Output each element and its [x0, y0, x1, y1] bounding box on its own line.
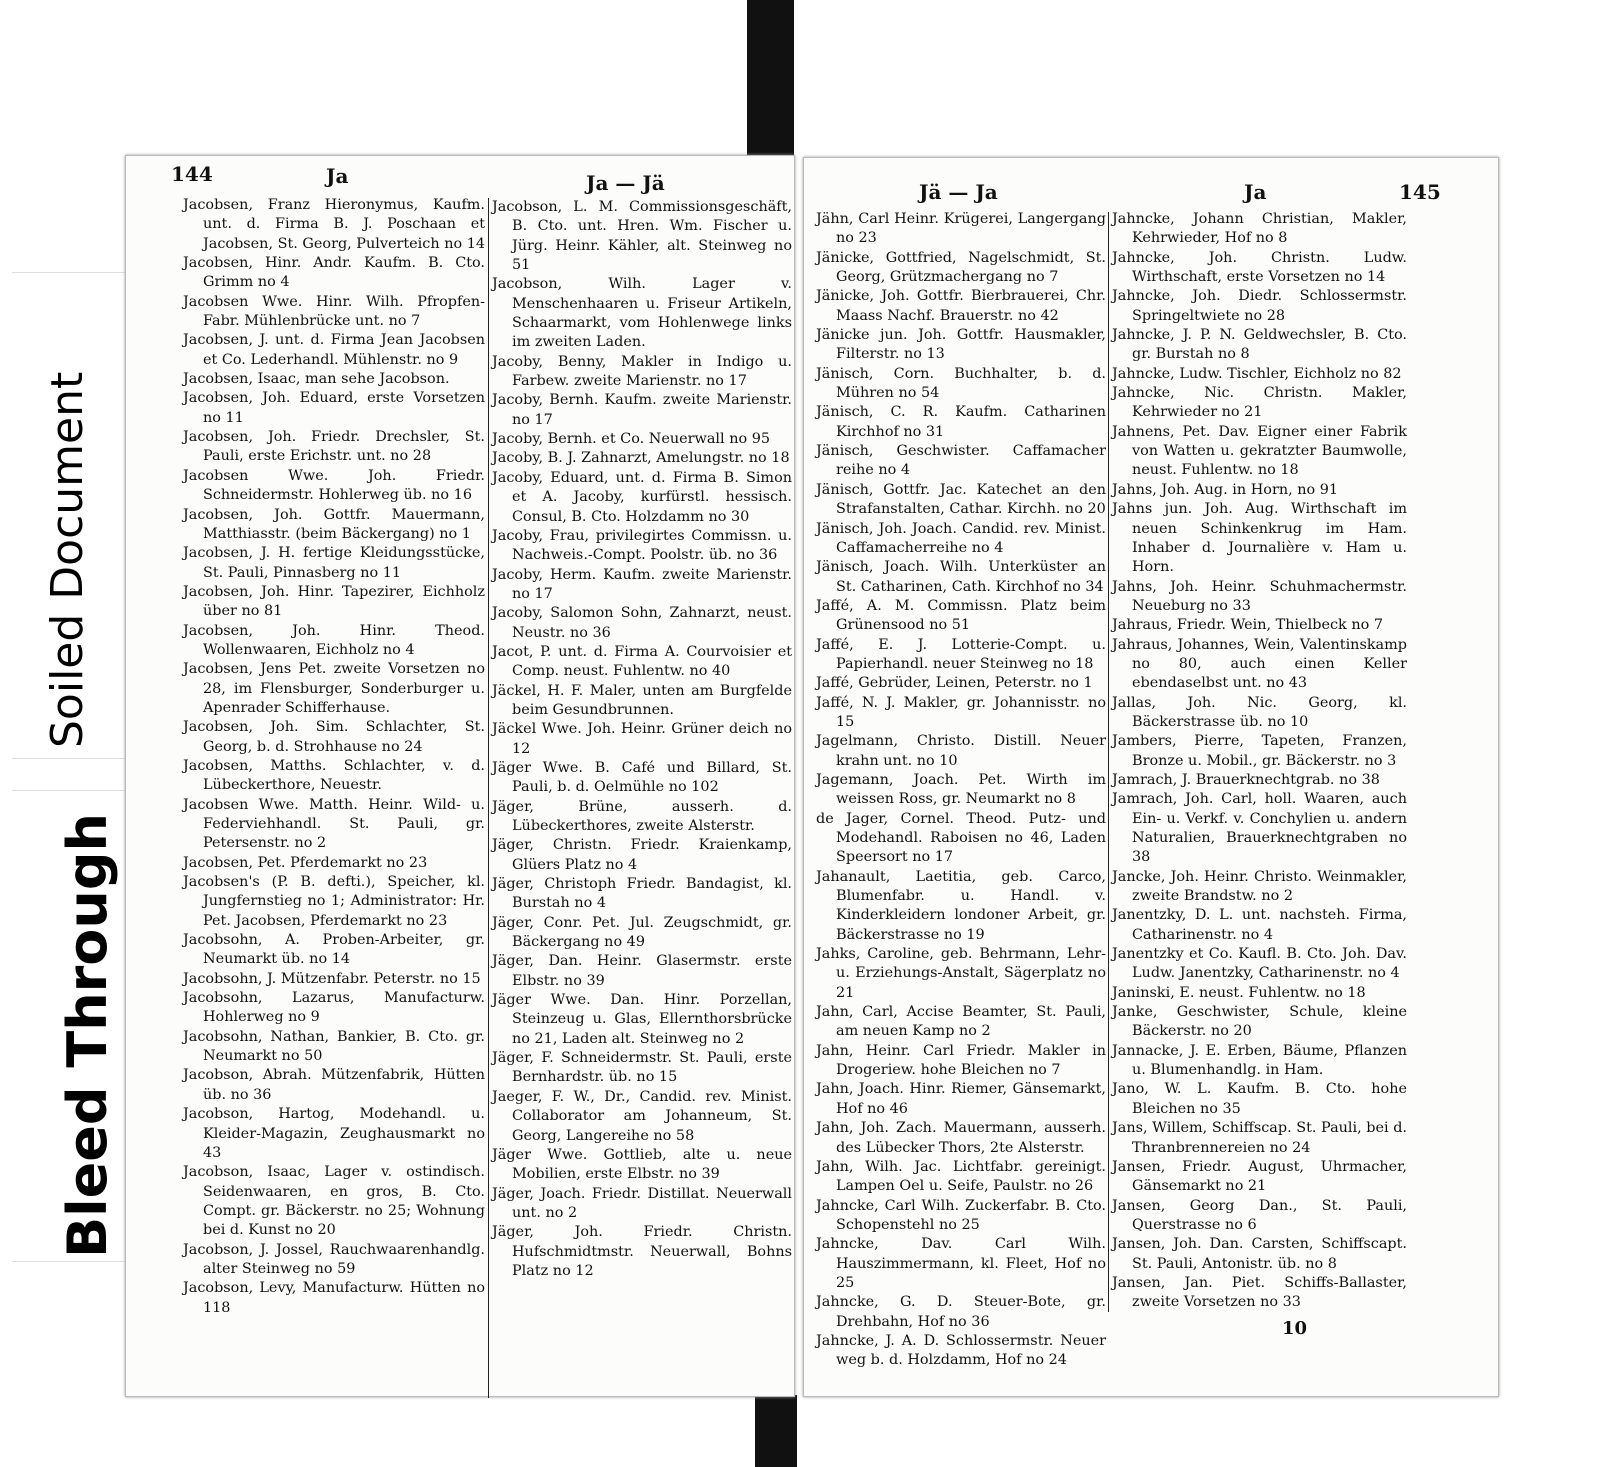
directory-entry: Jacobsen, Joh. Gottfr. Mauermann, Matthiasstr. (beim Bäckergang) no 1 [183, 506, 485, 542]
column-divider [488, 198, 489, 1398]
directory-entry: Jänisch, C. R. Kaufm. Catharinen Kirchhof no 31 [816, 404, 1106, 440]
directory-entry: Jäger Wwe. Gottlieb, alte u. neue Mobilien, erste Elbstr. no 39 [492, 1146, 792, 1183]
directory-entry: Jacobsen, Joh. Sim. Schlachter, St. Georg, b. d. Strohhause no 24 [183, 719, 485, 755]
directory-entry: Jäger, Christoph Friedr. Bandagist, kl. Burstah no 4 [492, 876, 792, 912]
directory-entry: Jänisch, Gottfr. Jac. Katechet an den Strafanstalten, Cathar. Kirchh. no 20 [816, 481, 1106, 518]
directory-entry: Jacobsen, Pet. Pferdemarkt no 23 [183, 854, 428, 871]
directory-entry: Jahns jun. Joh. Aug. Wirthschaft im neuen Schinkenkrug im Ham. Inhaber d. Journalière v. Ham u. Horn. [1112, 501, 1407, 576]
directory-entry: Jaffé, A. M. Commissn. Platz beim Grünensood no 51 [816, 597, 1106, 634]
directory-entry: Jäger Wwe. B. Café und Billard, St. Pauli, b. d. Oelmühle no 102 [492, 759, 792, 796]
directory-entry: Jäckel, H. F. Maler, unten am Burgfelde beim Gesundbrunnen. [492, 682, 792, 718]
left-header-left: Ja [326, 164, 349, 188]
scan-spine-top [747, 0, 794, 158]
directory-entry: Jänicke, Joh. Gottfr. Bierbrauerei, Chr. Maass Nachf. Brauerstr. no 42 [816, 288, 1106, 324]
directory-entry: Jahks, Caroline, geb. Behrmann, Lehr- u. Erziehungs-Anstalt, Sägerplatz no 21 [816, 946, 1106, 1001]
directory-entry: Jansen, Joh. Dan. Carsten, Schiffscapt. St. Pauli, Antonistr. üb. no 8 [1112, 1236, 1407, 1272]
soiled-document-label: Soiled Document [42, 371, 93, 748]
directory-entry: Jahns, Joh. Heinr. Schuhmachermstr. Neueburg no 33 [1112, 578, 1407, 614]
directory-entry: Jahn, Heinr. Carl Friedr. Makler in Drogeriew. hohe Bleichen no 7 [816, 1042, 1106, 1079]
directory-entry: Jacobson, Isaac, Lager v. ostindisch. Seidenwaaren, en gros, B. Cto. Compt. gr. Bäckerstr. no 25; Wohnung bei d. Kunst no 20 [183, 1164, 485, 1239]
directory-entry: Jänisch, Geschwister. Caffamacher reihe no 4 [816, 443, 1106, 479]
directory-entry: Jacobsen, J. unt. d. Firma Jean Jacobsen et Co. Lederhandl. Mühlenstr. no 9 [183, 332, 485, 368]
directory-entry: Jäger, Joh. Friedr. Christn. Hufschmidtmstr. Neuerwall, Bohns Platz no 12 [492, 1224, 792, 1279]
directory-entry: Jacobsen, Isaac, man sehe Jacobson. [183, 371, 450, 388]
right-header-right: Ja [1244, 180, 1267, 204]
directory-entry: Jacobsen, Matths. Schlachter, v. d. Lübeckerthore, Neuestr. [183, 757, 485, 794]
directory-entry: Jacobsen Wwe. Hinr. Wilh. Pfropfen-Fabr. Mühlenbrücke unt. no 7 [183, 293, 485, 330]
directory-entry: Jäger, Dan. Heinr. Glasermstr. erste Elbstr. no 39 [492, 953, 792, 989]
right-column-2 [1112, 210, 1407, 1313]
directory-entry: Jansen, Jan. Piet. Schiffs-Ballaster, zweite Vorsetzen no 33 [1112, 1274, 1407, 1311]
directory-entry: Jacobsohn, Lazarus, Manufacturw. Hohlerweg no 9 [183, 990, 485, 1026]
directory-entry: Jacobsohn, J. Mützenfabr. Peterstr. no 15 [183, 970, 481, 987]
directory-entry: Jacobsen, Franz Hieronymus, Kaufm. unt. d. Firma B. J. Poschaan et Jacobsen, St. Georg, Pulverteich no 14 [183, 197, 486, 252]
directory-entry: Jacobson, L. M. Commissionsgeschäft, B. Cto. unt. Hren. Wm. Fischer u. Jürg. Heinr. Kähler, alt. Steinweg no 51 [492, 199, 792, 274]
directory-entry: Jahncke, Ludw. Tischler, Eichholz no 82 [1112, 365, 1402, 382]
directory-entry: Jänicke, Gottfried, Nagelschmidt, St. Georg, Grützmachergang no 7 [816, 249, 1106, 286]
scan-spine-bottom [755, 1395, 797, 1467]
directory-entry: Janinski, E. neust. Fuhlentw. no 18 [1112, 984, 1366, 1001]
directory-entry: Jans, Willem, Schiffscap. St. Pauli, bei d. Thranbrennereien no 24 [1112, 1120, 1407, 1156]
directory-entry: Jahraus, Friedr. Wein, Thielbeck no 7 [1112, 617, 1384, 634]
directory-entry: Jacobson, Wilh. Lager v. Menschenhaaren u. Friseur Artikeln, Schaarmarkt, vom Hohlenwege links im zweiten Laden. [492, 276, 792, 351]
directory-entry: Jacoby, Herm. Kaufm. zweite Marienstr. no 17 [492, 566, 792, 602]
directory-entry: Jaffé, Gebrüder, Leinen, Peterstr. no 1 [816, 675, 1093, 692]
directory-entry: Jänisch, Corn. Buchhalter, b. d. Mühren no 54 [816, 365, 1106, 402]
directory-entry: Jaffé, N. J. Makler, gr. Johannisstr. no 15 [816, 694, 1106, 730]
right-page-number: 145 [1399, 180, 1441, 204]
directory-entry: Janke, Geschwister, Schule, kleine Bäckerstr. no 20 [1112, 1004, 1407, 1040]
directory-entry: Jacobsen Wwe. Matth. Heinr. Wild- u. Federviehhandl. St. Pauli, gr. Petersenstr. no 2 [183, 796, 485, 852]
directory-entry: Jahncke, J. A. D. Schlossermstr. Neuer weg b. d. Holzdamm, Hof no 24 [816, 1332, 1106, 1369]
directory-entry: Jacoby, Bernh. et Co. Neuerwall no 95 [492, 431, 771, 448]
directory-entry: Jacobsen, Joh. Hinr. Tapezirer, Eichholz über no 81 [183, 583, 485, 620]
directory-entry: Jacobsen, Jens Pet. zweite Vorsetzen no 28, im Flensburger, Sonderburger u. Apenrader Schifferhause. [183, 661, 485, 716]
directory-entry: Jahncke, Dav. Carl Wilh. Hauszimmermann, kl. Fleet, Hof no 25 [816, 1236, 1106, 1291]
directory-entry: Jallas, Joh. Nic. Georg, kl. Bäckerstrasse üb. no 10 [1112, 694, 1407, 730]
directory-entry: Jahn, Wilh. Jac. Lichtfabr. gereinigt. Lampen Oel u. Seife, Paulstr. no 26 [816, 1158, 1106, 1195]
left-column-2 [492, 198, 792, 1281]
directory-entry: Jacoby, Bernh. Kaufm. zweite Marienstr. no 17 [492, 392, 792, 428]
directory-entry: Jahncke, Carl Wilh. Zuckerfabr. B. Cto. Schopenstehl no 25 [816, 1197, 1106, 1233]
directory-entry: Jahncke, G. D. Steuer-Bote, gr. Drehbahn, Hof no 36 [816, 1294, 1106, 1330]
directory-entry: Jäger, Joach. Friedr. Distillat. Neuerwall unt. no 2 [492, 1185, 792, 1221]
directory-entry: Jacobsen, Hinr. Andr. Kaufm. B. Cto. Grimm no 4 [183, 255, 485, 291]
directory-entry: Jacobson, Abrah. Mützenfabrik, Hütten üb. no 36 [183, 1067, 485, 1103]
directory-entry: Jäger, F. Schneidermstr. St. Pauli, erste Bernhardstr. üb. no 15 [492, 1050, 792, 1086]
directory-entry: Jacoby, Benny, Makler in Indigo u. Farbew. zweite Marienstr. no 17 [492, 353, 792, 390]
left-page-number: 144 [171, 162, 213, 186]
directory-entry: Jacoby, Eduard, unt. d. Firma B. Simon et A. Jacoby, kurfürstl. hessisch. Consul, B. Cto. Holzdamm no 30 [492, 469, 792, 525]
directory-entry: Jacobson, Levy, Manufacturw. Hütten no 118 [183, 1280, 485, 1316]
right-page [803, 157, 1499, 1397]
directory-entry: Jannacke, J. E. Erben, Bäume, Pflanzen u. Blumenhandlg. in Ham. [1112, 1042, 1407, 1079]
directory-entry: Jacoby, Salomon Sohn, Zahnarzt, neust. Neustr. no 36 [492, 605, 792, 641]
directory-entry: Jahraus, Johannes, Wein, Valentinskamp no 80, auch einen Keller ebendaselbst unt. no 43 [1112, 636, 1407, 692]
directory-entry: Jähn, Carl Heinr. Krügerei, Langergang no 23 [816, 211, 1106, 247]
directory-entry: Jamrach, J. Brauerknechtgrab. no 38 [1112, 771, 1380, 788]
directory-entry: Jacobsen, Joh. Eduard, erste Vorsetzen no 11 [183, 390, 485, 426]
directory-entry: Jacoby, Frau, privilegirtes Commissn. u. Nachweis.-Compt. Poolstr. üb. no 36 [492, 527, 792, 564]
directory-entry: Jacobsen Wwe. Joh. Friedr. Schneidermstr. Hohlerweg üb. no 16 [183, 467, 485, 504]
directory-entry: Jahn, Carl, Accise Beamter, St. Pauli, am neuen Kamp no 2 [816, 1004, 1106, 1040]
directory-entry: Jacoby, B. J. Zahnarzt, Amelungstr. no 18 [492, 450, 790, 467]
directory-entry: Jahncke, J. P. N. Geldwechsler, B. Cto. gr. Burstah no 8 [1112, 327, 1407, 363]
left-page [125, 155, 795, 1397]
directory-entry: Jahncke, Joh. Diedr. Schlossermstr. Springeltwiete no 28 [1112, 288, 1407, 324]
directory-entry: Jagemann, Joach. Pet. Wirth im weissen Ross, gr. Neumarkt no 8 [816, 771, 1106, 808]
directory-entry: Jahn, Joach. Hinr. Riemer, Gänsemarkt, Hof no 46 [816, 1081, 1106, 1117]
left-column-1 [183, 196, 485, 1318]
directory-entry: Jansen, Friedr. August, Uhrmacher, Gänsemarkt no 21 [1112, 1158, 1407, 1195]
directory-entry: Jancke, Joh. Heinr. Christo. Weinmakler, zweite Brandstw. no 2 [1112, 868, 1407, 905]
directory-entry: Jahanault, Laetitia, geb. Carco, Blumenfabr. u. Handl. v. Kinderkleidern londoner Arbeit, gr. Bäckerstrasse no 19 [816, 868, 1106, 943]
directory-entry: Jacobson, Hartog, Modehandl. u. Kleider-Magazin, Zeughausmarkt no 43 [183, 1106, 485, 1161]
directory-entry: Jäckel Wwe. Joh. Heinr. Grüner deich no 12 [492, 721, 792, 757]
directory-entry: Jacobsohn, A. Proben-Arbeiter, gr. Neumarkt üb. no 14 [183, 932, 485, 968]
directory-entry: Jäger Wwe. Dan. Hinr. Porzellan, Steinzeug u. Glas, Ellernthorsbrücke no 21, Laden alt. Steinweg no 2 [492, 992, 792, 1047]
directory-entry: de Jager, Cornel. Theod. Putz- und Modehandl. Raboisen no 46, Laden Speersort no 17 [816, 810, 1106, 866]
directory-entry: Jäger, Brüne, ausserh. d. Lübeckerthores, zweite Alsterstr. [492, 798, 792, 834]
directory-entry: Jacot, P. unt. d. Firma A. Courvoisier et Comp. neust. Fuhlentw. no 40 [492, 643, 792, 680]
directory-entry: Jacobsen, Joh. Hinr. Theod. Wollenwaaren, Eichholz no 4 [183, 622, 485, 658]
directory-entry: Jacobsen, Joh. Friedr. Drechsler, St. Pauli, erste Erichstr. unt. no 28 [183, 429, 485, 465]
directory-entry: Jäger, Christn. Friedr. Kraienkamp, Glüers Platz no 4 [492, 837, 792, 873]
directory-entry: Jänicke jun. Joh. Gottfr. Hausmakler, Filterstr. no 13 [816, 327, 1106, 363]
directory-entry: Jacobsen, J. H. fertige Kleidungsstücke, St. Pauli, Pinnasberg no 11 [183, 545, 485, 581]
directory-entry: Jambers, Pierre, Tapeten, Franzen, Bronze u. Mobil., gr. Bäckerstr. no 3 [1112, 733, 1407, 769]
directory-entry: Jahn, Joh. Zach. Mauermann, ausserh. des Lübecker Thors, 2te Alsterstr. [816, 1120, 1106, 1156]
directory-entry: Jänisch, Joach. Wilh. Unterküster an St. Catharinen, Cath. Kirchhof no 34 [816, 559, 1106, 595]
right-column-1 [816, 210, 1106, 1371]
directory-entry: Jansen, Georg Dan., St. Pauli, Querstrasse no 6 [1112, 1197, 1407, 1233]
directory-entry: Jänisch, Joh. Joach. Candid. rev. Minist. Caffamacherreihe no 4 [816, 520, 1106, 556]
directory-entry: Jacobsohn, Nathan, Bankier, B. Cto. gr. Neumarkt no 50 [183, 1028, 485, 1065]
footer-signature: 10 [1282, 1318, 1308, 1339]
directory-entry: Jäger, Conr. Pet. Jul. Zeugschmidt, gr. Bäckergang no 49 [492, 914, 792, 951]
directory-entry: Janentzky et Co. Kaufl. B. Cto. Joh. Dav. Ludw. Janentzky, Catharinenstr. no 4 [1112, 946, 1407, 982]
directory-entry: Jahns, Joh. Aug. in Horn, no 91 [1112, 481, 1339, 498]
right-header-left: Jä — Ja [919, 180, 998, 204]
directory-entry: Jacobson, J. Jossel, Rauchwaarenhandlg. alter Steinweg no 59 [183, 1241, 485, 1277]
directory-entry: Janentzky, D. L. unt. nachsteh. Firma, Catharinenstr. no 4 [1112, 907, 1407, 943]
directory-entry: Jahncke, Johann Christian, Makler, Kehrwieder, Hof no 8 [1112, 211, 1407, 247]
directory-entry: Jamrach, Joh. Carl, holl. Waaren, auch Ein- u. Verkf. v. Conchylien u. andern Naturalien, Brauerknechtgraben no 38 [1112, 791, 1407, 866]
bleed-through-label: Bleed Through [56, 813, 119, 1258]
column-divider [1108, 212, 1109, 1312]
directory-entry: Jahncke, Joh. Christn. Ludw. Wirthschaft, erste Vorsetzen no 14 [1112, 249, 1407, 286]
directory-entry: Jahnens, Pet. Dav. Eigner einer Fabrik von Watten u. gekratzter Baumwolle, neust. Fuhlentw. no 18 [1112, 423, 1407, 479]
directory-entry: Jahncke, Nic. Christn. Makler, Kehrwieder no 21 [1112, 385, 1407, 421]
directory-entry: Jaffé, E. J. Lotterie-Compt. u. Papierhandl. neuer Steinweg no 18 [816, 636, 1106, 672]
directory-entry: Jagelmann, Christo. Distill. Neuer krahn unt. no 10 [816, 733, 1106, 769]
directory-entry: Jacobsen's (P. B. defti.), Speicher, kl. Jungfernstieg no 1; Administrator: Hr. Pet. Jacobsen, Pferdemarkt no 23 [183, 874, 485, 929]
directory-entry: Jano, W. L. Kaufm. B. Cto. hohe Bleichen no 35 [1112, 1081, 1407, 1117]
left-header-right: Ja — Jä [586, 171, 665, 195]
directory-entry: Jaeger, F. W., Dr., Candid. rev. Minist. Collaborator am Johanneum, St. Georg, Langereihe no 58 [492, 1088, 792, 1144]
